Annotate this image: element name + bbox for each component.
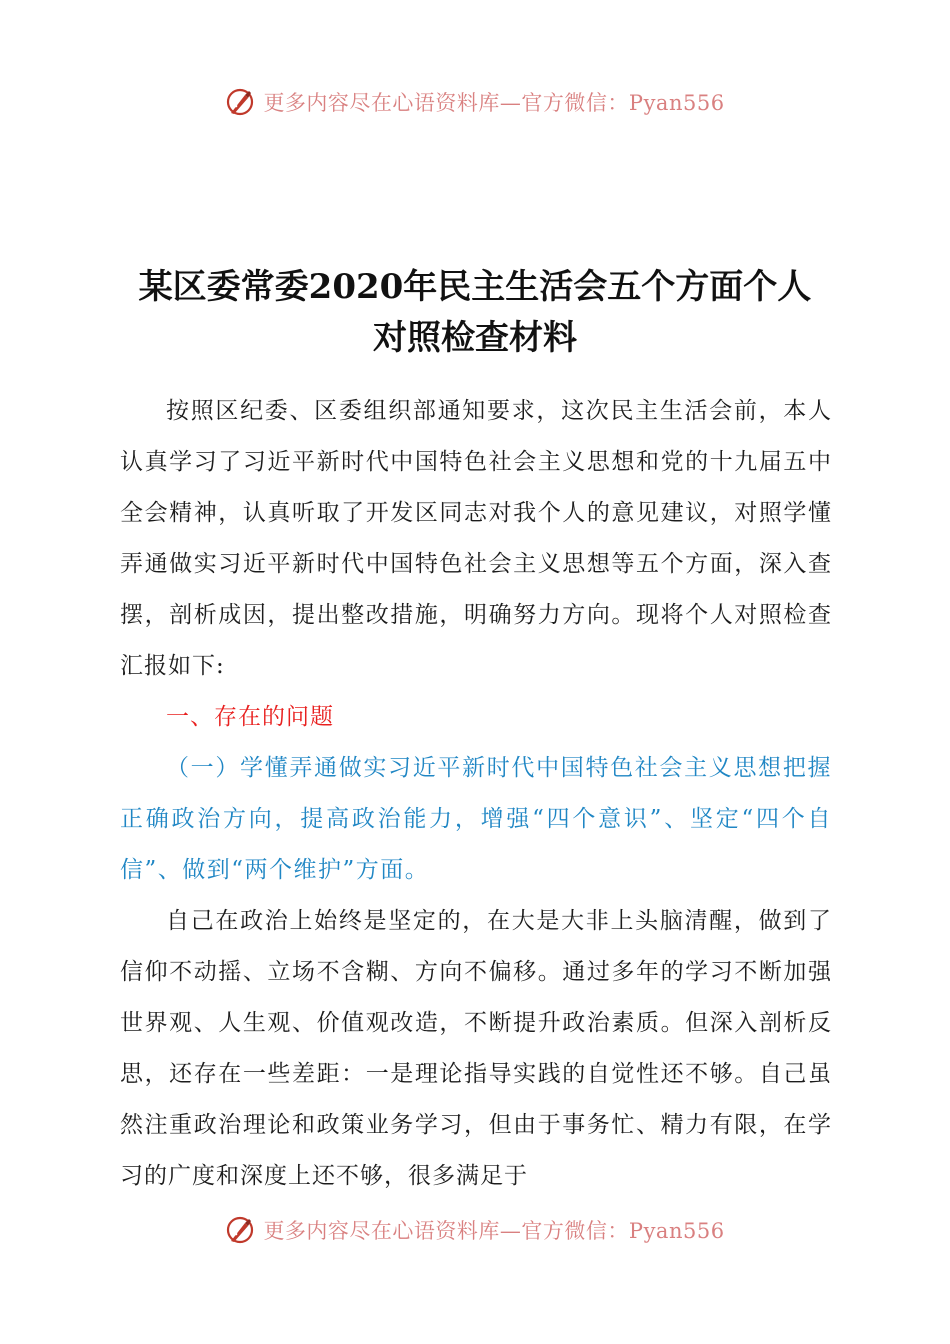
- watermark-text: 更多内容尽在心语资料库—官方微信：Pyan556: [263, 1219, 725, 1243]
- title-line-2: 对照检查材料: [373, 318, 577, 358]
- document-title: [110, 262, 840, 364]
- watermark-footer: [0, 1210, 950, 1250]
- document-body: [120, 386, 832, 1202]
- pen-nib-circle-icon: [225, 87, 255, 117]
- title-line-1: 某区委常委2020年民主生活会五个方面个人: [138, 267, 812, 307]
- watermark-text: 更多内容尽在心语资料库—官方微信：Pyan556: [263, 91, 725, 115]
- body-paragraph: 自己在政治上始终是坚定的，在大是大非上头脑清醒，做到了信仰不动摇、立场不含糊、方向不偏移。通过多年的学习不断加强世界观、人生观、价值观改造，不断提升政治素质。但深入剖析反思，还存在一些差距：一是理论指导实践的自觉性还不够。自己虽然注重政治理论和政策业务学习，但由于事务忙、精力有限，在学习的广度和深度上还不够，很多满足于: [120, 908, 832, 1189]
- intro-paragraph: 按照区纪委、区委组织部通知要求，这次民主生活会前，本人认真学习了习近平新时代中国特色社会主义思想和党的十九届五中全会精神，认真听取了开发区同志对我个人的意见建议，对照学懂弄通做实习近平新时代中国特色社会主义思想等五个方面，深入查摆，剖析成因，提出整改措施，明确努力方向。现将个人对照检查汇报如下:: [120, 398, 832, 679]
- pen-nib-circle-icon: [225, 1215, 255, 1245]
- section-heading: 一、存在的问题: [166, 704, 334, 730]
- subsection-heading: （一）学懂弄通做实习近平新时代中国特色社会主义思想把握正确政治方向，提高政治能力，增强“四个意识”、坚定“四个自信”、做到“两个维护”方面。: [120, 755, 832, 883]
- watermark-header: [0, 82, 950, 122]
